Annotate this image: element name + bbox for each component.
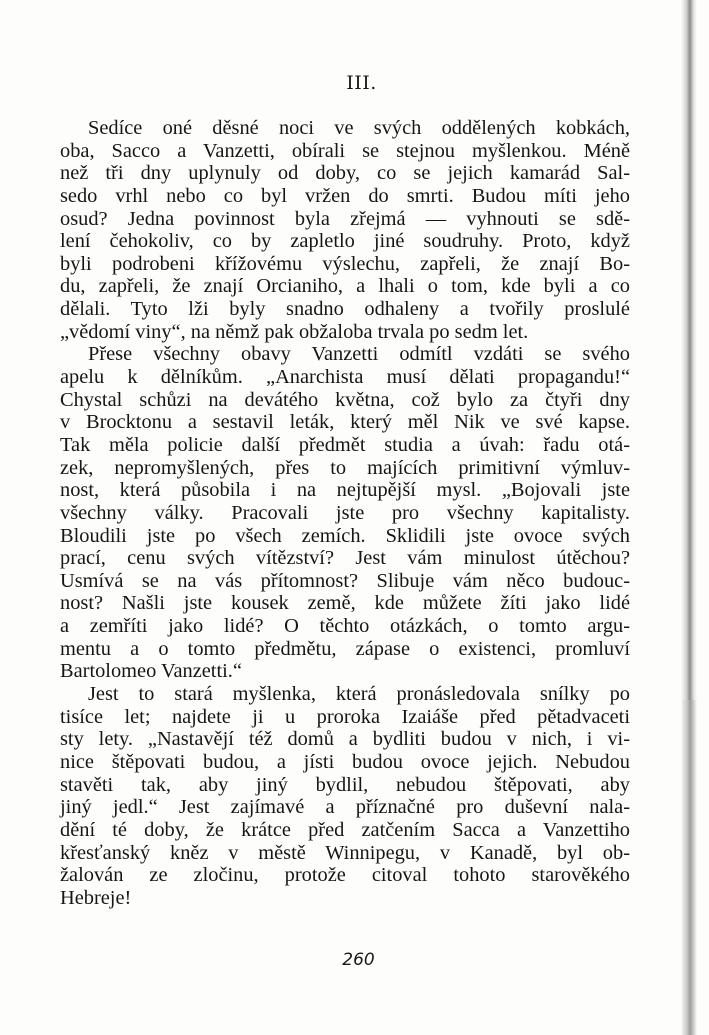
text-line: Hebreje! (60, 886, 132, 909)
body-text (60, 117, 630, 909)
text-line: Přese všechny obavy Vanzetti odmítl vzdáti se svého (88, 343, 630, 366)
text-line: jiný jedl.“ Jest zajímavé a příznačné pro duševní nala- (60, 796, 630, 819)
text-line: a zemříti jako lidé? O těchto otázkách, o tomto argu- (60, 615, 630, 638)
text-line: tisíce let; najdete ji u proroka Izaiáše před pětadvaceti (60, 705, 630, 728)
text-line: du, zapřeli, že znají Orcianiho, a lhali o tom, kde byli a co (60, 275, 630, 298)
text-line: „vědomí viny“, na němž pak obžaloba trvala po sedm let. (60, 320, 529, 343)
text-line: všechny války. Pracovali jste pro všechny kapitalisty. (60, 501, 630, 524)
paragraph-1 (60, 117, 630, 343)
text-line: sedo vrhl nebo co byl vržen do smrti. Budou míti jeho (60, 184, 630, 207)
text-line: nice štěpovati budou, a jísti budou ovoce jejich. Nebudou (60, 750, 630, 773)
text-line: žalován ze zločinu, protože citoval tohoto starověkého (60, 864, 630, 887)
text-line: zek, nepromyšlených, přes to majících primitivní výmluv- (60, 456, 630, 479)
text-line: nost? Našli jste kousek země, kde můžete žíti jako lidé (60, 592, 630, 615)
text-line: Sedíce oné děsné noci ve svých oddělených kobkách, (88, 117, 630, 139)
text-line: v Brocktonu a sestavil leták, který měl Nik ve své kapse. (60, 411, 630, 434)
text-line: Jest to stará myšlenka, která pronásledovala snílky po (88, 683, 630, 706)
text-line: mentu a o tomto předmětu, zápase o existenci, promluví (60, 637, 630, 660)
text-line: stavěti tak, aby jiný bydlil, nebudou štěpovati, aby (60, 773, 630, 796)
text-line: oba, Sacco a Vanzetti, obírali se stejnou myšlenkou. Méně (60, 139, 630, 162)
text-line: než tři dny uplynuly od doby, co se jejich kamarád Sal- (60, 162, 630, 185)
page-edge-shadow-lower (681, 700, 697, 1035)
text-line: Chystal schůzi na devátého května, což bylo za čtyři dny (60, 388, 630, 411)
page-number: 260 (342, 950, 375, 970)
text-line: lení čehokoliv, co by zapletlo jiné soudruhy. Proto, když (60, 230, 630, 253)
text-line: Bloudili jste po všech zemích. Sklidili jste ovoce svých (60, 524, 630, 547)
text-line: nost, která působila i na nejtupější mysl. „Bojovali jste (60, 479, 630, 502)
chapter-heading: III. (346, 72, 377, 94)
text-line: dělali. Tyto lži byly snadno odhaleny a tvořily proslulé (60, 298, 630, 321)
paragraph-3 (60, 683, 630, 909)
text-line: dění té doby, že krátce před zatčením Sacca a Vanzettiho (60, 818, 630, 841)
text-line: osud? Jedna povinnost byla zřejmá — vyhnouti se sdě- (60, 207, 630, 230)
text-line: Tak měla policie další předmět studia a úvah: řadu otá- (60, 433, 630, 456)
text-line: Usmívá se na vás přítomnost? Slibuje vám něco budouc- (60, 569, 630, 592)
text-line: prací, cenu svých vítězství? Jest vám minulost útěchou? (60, 547, 630, 570)
text-line: sty lety. „Nastavějí též domů a bydliti budou v nich, i vi- (60, 728, 630, 751)
text-line: apelu k dělníkům. „Anarchista musí dělati propagandu!“ (60, 366, 630, 389)
text-line: byli podrobeni křížovému výslechu, zapřeli, že znají Bo- (60, 252, 630, 275)
paragraph-2 (60, 343, 630, 683)
text-line: křesťanský kněz v městě Winnipegu, v Kanadě, byl ob- (60, 841, 630, 864)
text-line: Bartolomeo Vanzetti.“ (60, 660, 242, 683)
